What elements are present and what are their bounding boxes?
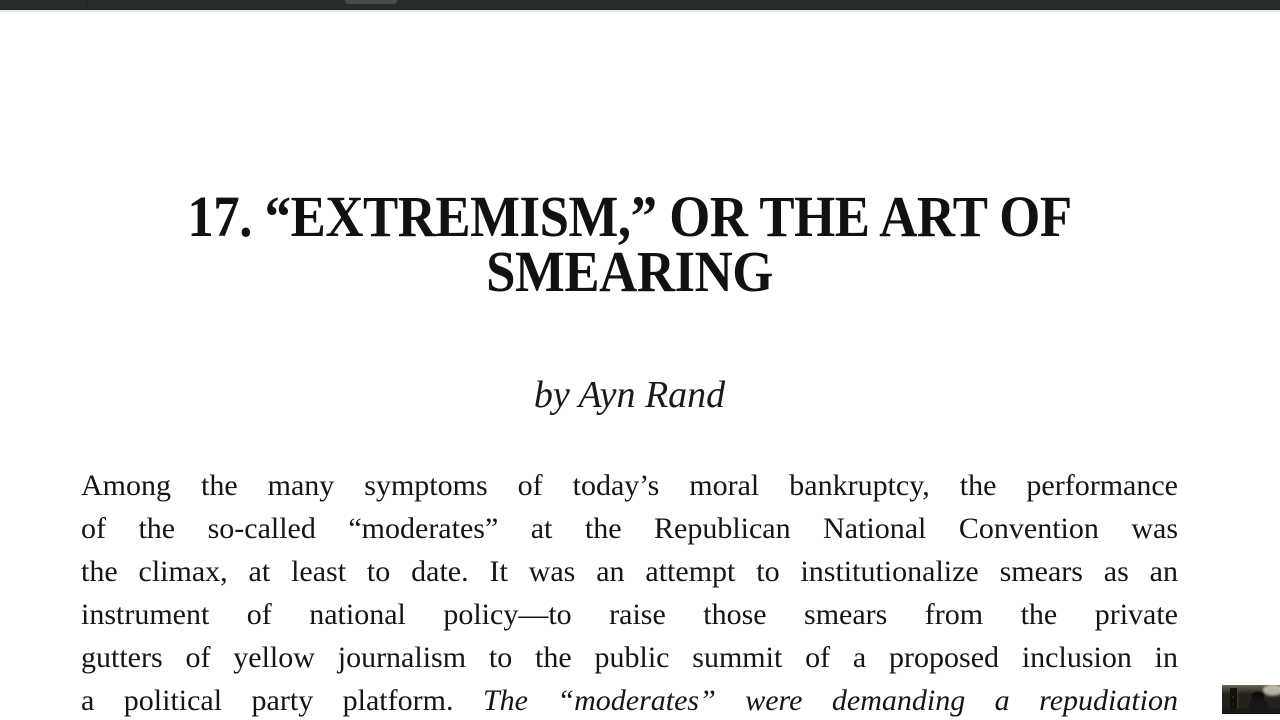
byline: by Ayn Rand [533, 374, 726, 416]
paragraph-line: gutters of yellow journalism to the public summit of a proposed inclusion in [81, 641, 1178, 674]
webcam-video-icon [1222, 685, 1280, 714]
document-page [0, 12, 1280, 720]
chapter-title-line-2: SMEARING [486, 238, 773, 304]
paragraph-line: instrument of national policy—to raise those smears from the private [81, 598, 1178, 631]
paragraph-line: of the so-called “moderates” at the Republican National Convention was [81, 512, 1178, 545]
topbar-seam [86, 0, 88, 10]
paragraph-line: the climax, at least to date. It was an attempt to institutionalize smears as an [81, 555, 1178, 588]
chapter-title-line-1: 17. “EXTREMISM,” OR THE ART OF [187, 183, 1072, 249]
topbar-tab-highlight [345, 0, 397, 4]
paragraph-line-last [81, 679, 1178, 720]
browser-topbar [0, 0, 1280, 12]
paragraph-italic-text: The “moderates” were demanding a repudiation [482, 684, 1179, 717]
paragraph-roman-text: a political party platform. [81, 684, 454, 717]
body-paragraph [81, 464, 1178, 720]
chapter-title [81, 183, 1178, 304]
paragraph-line: Among the many symptoms of today’s moral bankruptcy, the performance [81, 469, 1178, 502]
webcam-overlay [1222, 685, 1280, 714]
